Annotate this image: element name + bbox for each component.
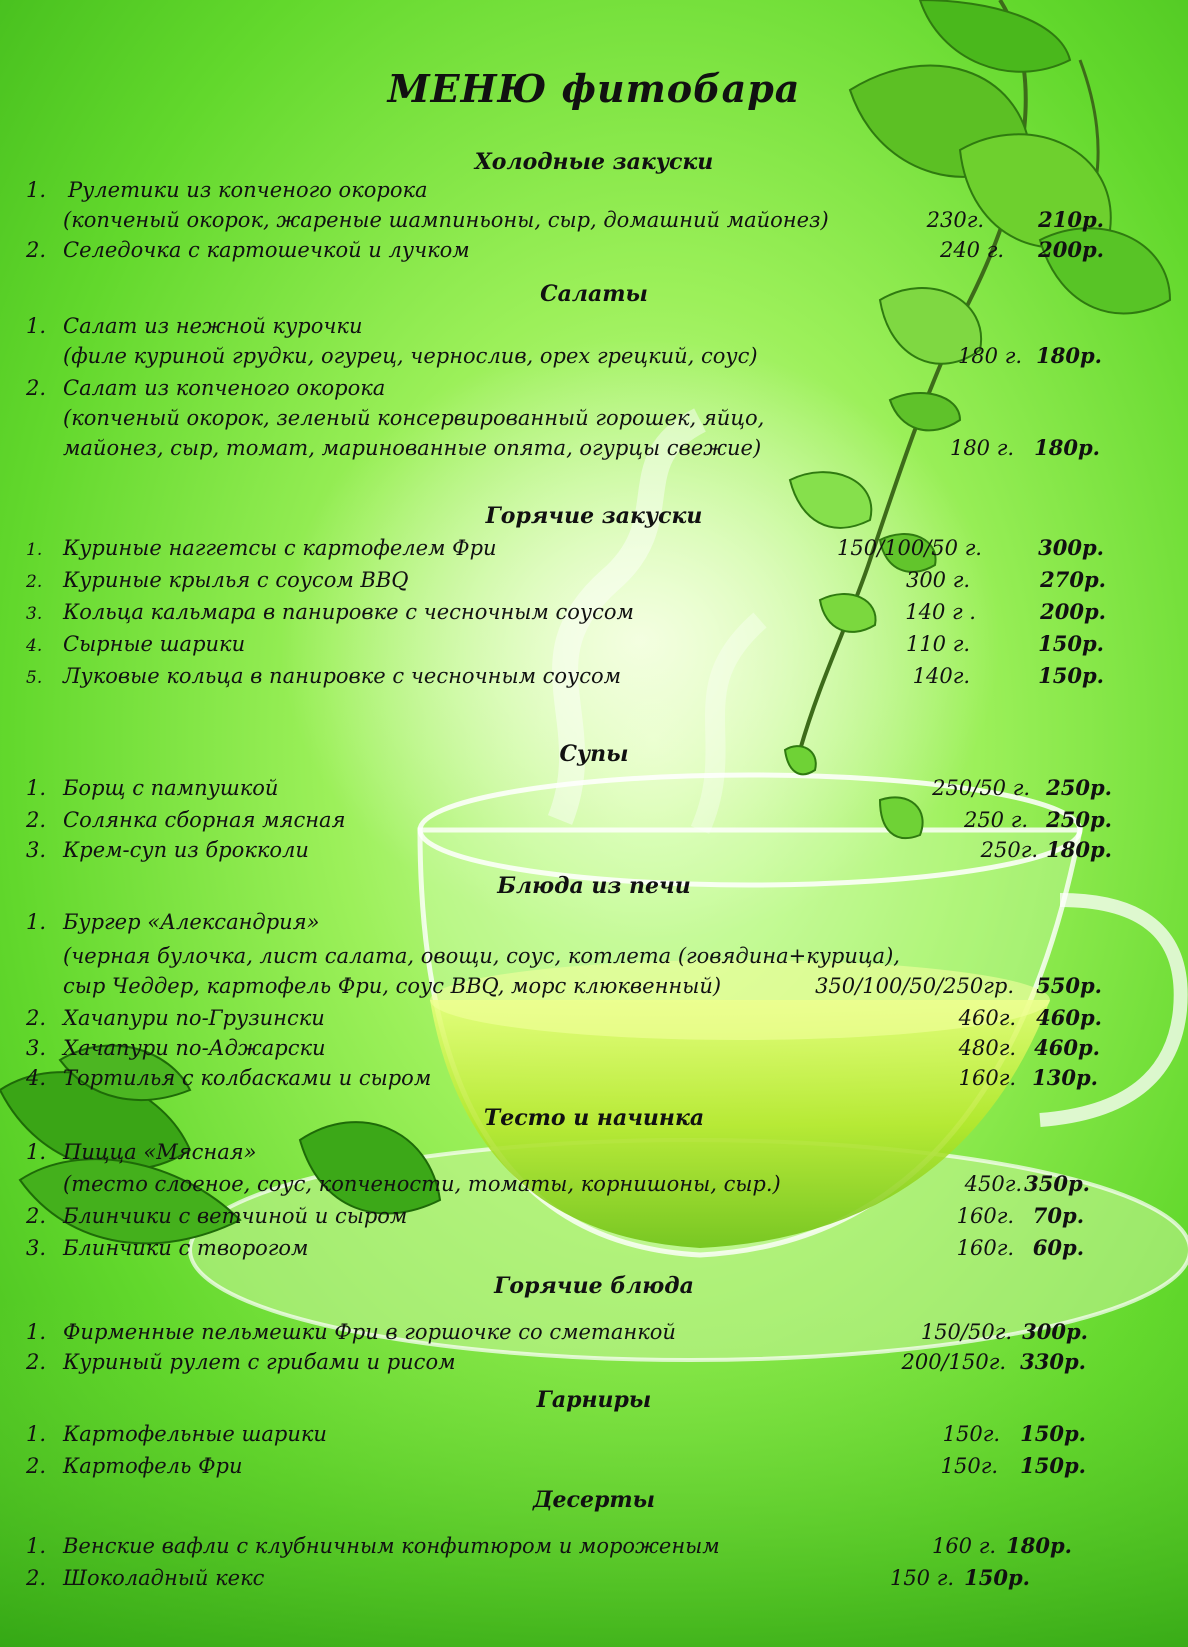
item-weight: 250/50 г. xyxy=(932,776,1030,800)
item-name: Салат из нежной курочки xyxy=(63,314,363,338)
item-weight: 140 г . xyxy=(905,600,976,624)
item-description: (тесто слоеное, соус, копчености, томаты, корнишоны, сыр.) xyxy=(63,1172,781,1196)
item-name: Салат из копченого окорока xyxy=(63,376,386,400)
item-price: 70р. xyxy=(1032,1203,1084,1228)
menu-title: МЕНЮ фитобара xyxy=(387,66,801,111)
item-price: 210р. xyxy=(1038,207,1104,232)
item-weight: 180 г. xyxy=(957,344,1022,368)
item-name: Луковые кольца в панировке с чесночным соусом xyxy=(63,664,622,688)
item-number: 2. xyxy=(26,572,43,592)
item-weight: 140г. xyxy=(912,664,970,688)
section-title-dough: Тесто и начинка xyxy=(483,1105,705,1131)
item-price: 150р. xyxy=(1038,631,1104,656)
item-name: Солянка сборная мясная xyxy=(63,808,346,832)
item-number: 2. xyxy=(26,376,47,400)
item-number: 2. xyxy=(26,1566,47,1590)
item-price: 180р. xyxy=(1034,435,1100,460)
item-name: Хачапури по-Грузински xyxy=(63,1006,325,1030)
item-weight: 450г. xyxy=(964,1172,1022,1196)
item-price: 330р. xyxy=(1020,1349,1086,1374)
item-name: Картофельные шарики xyxy=(63,1422,327,1446)
item-weight: 160г. xyxy=(956,1236,1014,1260)
item-price: 150р. xyxy=(1020,1453,1086,1478)
item-description: (копченый окорок, зеленый консервированный горошек, яйцо, xyxy=(63,406,765,430)
item-number: 1. xyxy=(26,540,43,560)
item-number: 5. xyxy=(26,668,43,688)
item-description: (копченый окорок, жареные шампиньоны, сыр, домашний майонез) xyxy=(63,208,829,232)
item-name: Куриный рулет с грибами и рисом xyxy=(63,1350,456,1374)
item-price: 200р. xyxy=(1040,599,1106,624)
item-name: Бургер «Александрия» xyxy=(63,910,320,934)
section-title-cold: Холодные закуски xyxy=(474,149,714,175)
item-description: (черная булочка, лист салата, овощи, соус, котлета (говядина+курица), xyxy=(63,944,900,968)
item-weight: 150/100/50 г. xyxy=(836,536,982,560)
item-number: 2. xyxy=(26,808,47,832)
item-name: Блинчики с ветчиной и сыром xyxy=(63,1204,408,1228)
item-description-line2: сыр Чеддер, картофель Фри, соус BBQ, морс клюквенный) xyxy=(63,974,722,998)
item-name: Куриные наггетсы с картофелем Фри xyxy=(63,536,497,560)
item-weight: 240 г. xyxy=(939,238,1004,262)
item-price: 550р. xyxy=(1036,973,1102,998)
item-price: 250р. xyxy=(1046,775,1112,800)
item-price: 130р. xyxy=(1032,1065,1098,1090)
item-name: Фирменные пельмешки Фри в горшочке со сметанкой xyxy=(63,1320,676,1344)
item-name: Борщ с пампушкой xyxy=(63,776,279,800)
item-name: Шоколадный кекс xyxy=(63,1566,265,1590)
item-description-line2: майонез, сыр, томат, маринованные опята, огурцы свежие) xyxy=(63,436,762,460)
item-name: Тортилья с колбасками и сыром xyxy=(63,1066,432,1090)
item-weight: 150г. xyxy=(942,1422,1000,1446)
item-name: Хачапури по-Аджарски xyxy=(63,1036,326,1060)
item-number: 2. xyxy=(26,1204,47,1228)
item-number: 4. xyxy=(26,636,43,656)
item-price: 250р. xyxy=(1046,807,1112,832)
section-title-hot-snacks: Горячие закуски xyxy=(485,503,703,529)
item-weight: 160г. xyxy=(956,1204,1014,1228)
item-number: 3. xyxy=(26,838,47,862)
item-name: Рулетики из копченого окорока xyxy=(68,178,428,202)
item-number: 1. xyxy=(26,910,47,934)
item-weight: 480г. xyxy=(958,1036,1016,1060)
section-title-salads: Салаты xyxy=(540,281,648,307)
item-weight: 150/50г. xyxy=(920,1320,1012,1344)
item-number: 3. xyxy=(26,1036,47,1060)
item-price: 180р. xyxy=(1046,837,1112,862)
item-price: 150р. xyxy=(964,1565,1030,1590)
item-name: Сырные шарики xyxy=(63,632,246,656)
item-price: 300р. xyxy=(1038,535,1104,560)
item-number: 2. xyxy=(26,238,47,262)
item-weight: 200/150г. xyxy=(901,1350,1006,1374)
item-price: 460р. xyxy=(1036,1005,1102,1030)
item-weight: 160г. xyxy=(958,1066,1016,1090)
item-price: 180р. xyxy=(1036,343,1102,368)
item-price: 60р. xyxy=(1032,1235,1084,1260)
item-name: Крем-суп из брокколи xyxy=(63,838,309,862)
item-name: Куриные крылья с соусом BBQ xyxy=(63,568,409,592)
section-title-soups: Супы xyxy=(559,741,629,767)
item-weight: 150г. xyxy=(940,1454,998,1478)
item-weight: 250г. xyxy=(980,838,1038,862)
item-description: (филе куриной грудки, огурец, чернослив, орех грецкий, соус) xyxy=(63,344,758,368)
item-name: Селедочка с картошечкой и лучком xyxy=(63,238,470,262)
item-number: 1. xyxy=(26,1422,47,1446)
item-number: 1. xyxy=(26,178,47,202)
item-number: 1. xyxy=(26,776,47,800)
item-price: 200р. xyxy=(1038,237,1104,262)
item-number: 1. xyxy=(26,1140,47,1164)
item-price: 180р. xyxy=(1006,1533,1072,1558)
item-number: 2. xyxy=(26,1350,47,1374)
item-weight: 460г. xyxy=(958,1006,1016,1030)
item-price: 150р. xyxy=(1038,663,1104,688)
item-weight: 300 г. xyxy=(905,568,970,592)
item-number: 2. xyxy=(26,1454,47,1478)
item-weight: 350/100/50/250гр. xyxy=(815,974,1014,998)
item-number: 3. xyxy=(26,1236,47,1260)
item-name: Пицца «Мясная» xyxy=(63,1140,257,1164)
item-weight: 110 г. xyxy=(905,632,970,656)
item-name: Картофель Фри xyxy=(63,1454,243,1478)
section-title-desserts: Десерты xyxy=(533,1487,655,1513)
item-number: 2. xyxy=(26,1006,47,1030)
section-title-oven: Блюда из печи xyxy=(497,873,691,899)
item-number: 3. xyxy=(26,604,43,624)
item-weight: 250 г. xyxy=(963,808,1028,832)
item-weight: 230г. xyxy=(926,208,984,232)
item-name: Кольца кальмара в панировке с чесночным соусом xyxy=(63,600,634,624)
item-price: 150р. xyxy=(1020,1421,1086,1446)
item-weight: 160 г. xyxy=(931,1534,996,1558)
item-name: Венские вафли с клубничным конфитюром и мороженым xyxy=(63,1534,720,1558)
item-number: 4. xyxy=(26,1066,47,1090)
item-price: 350р. xyxy=(1024,1171,1090,1196)
item-number: 1. xyxy=(26,314,47,338)
item-weight: 150 г. xyxy=(889,1566,954,1590)
item-price: 300р. xyxy=(1022,1319,1088,1344)
item-price: 460р. xyxy=(1034,1035,1100,1060)
item-number: 1. xyxy=(26,1320,47,1344)
item-weight: 180 г. xyxy=(949,436,1014,460)
item-name: Блинчики с творогом xyxy=(63,1236,309,1260)
section-title-hot-dishes: Горячие блюда xyxy=(494,1273,694,1299)
item-number: 1. xyxy=(26,1534,47,1558)
item-price: 270р. xyxy=(1040,567,1106,592)
section-title-garnish: Гарниры xyxy=(536,1387,652,1413)
